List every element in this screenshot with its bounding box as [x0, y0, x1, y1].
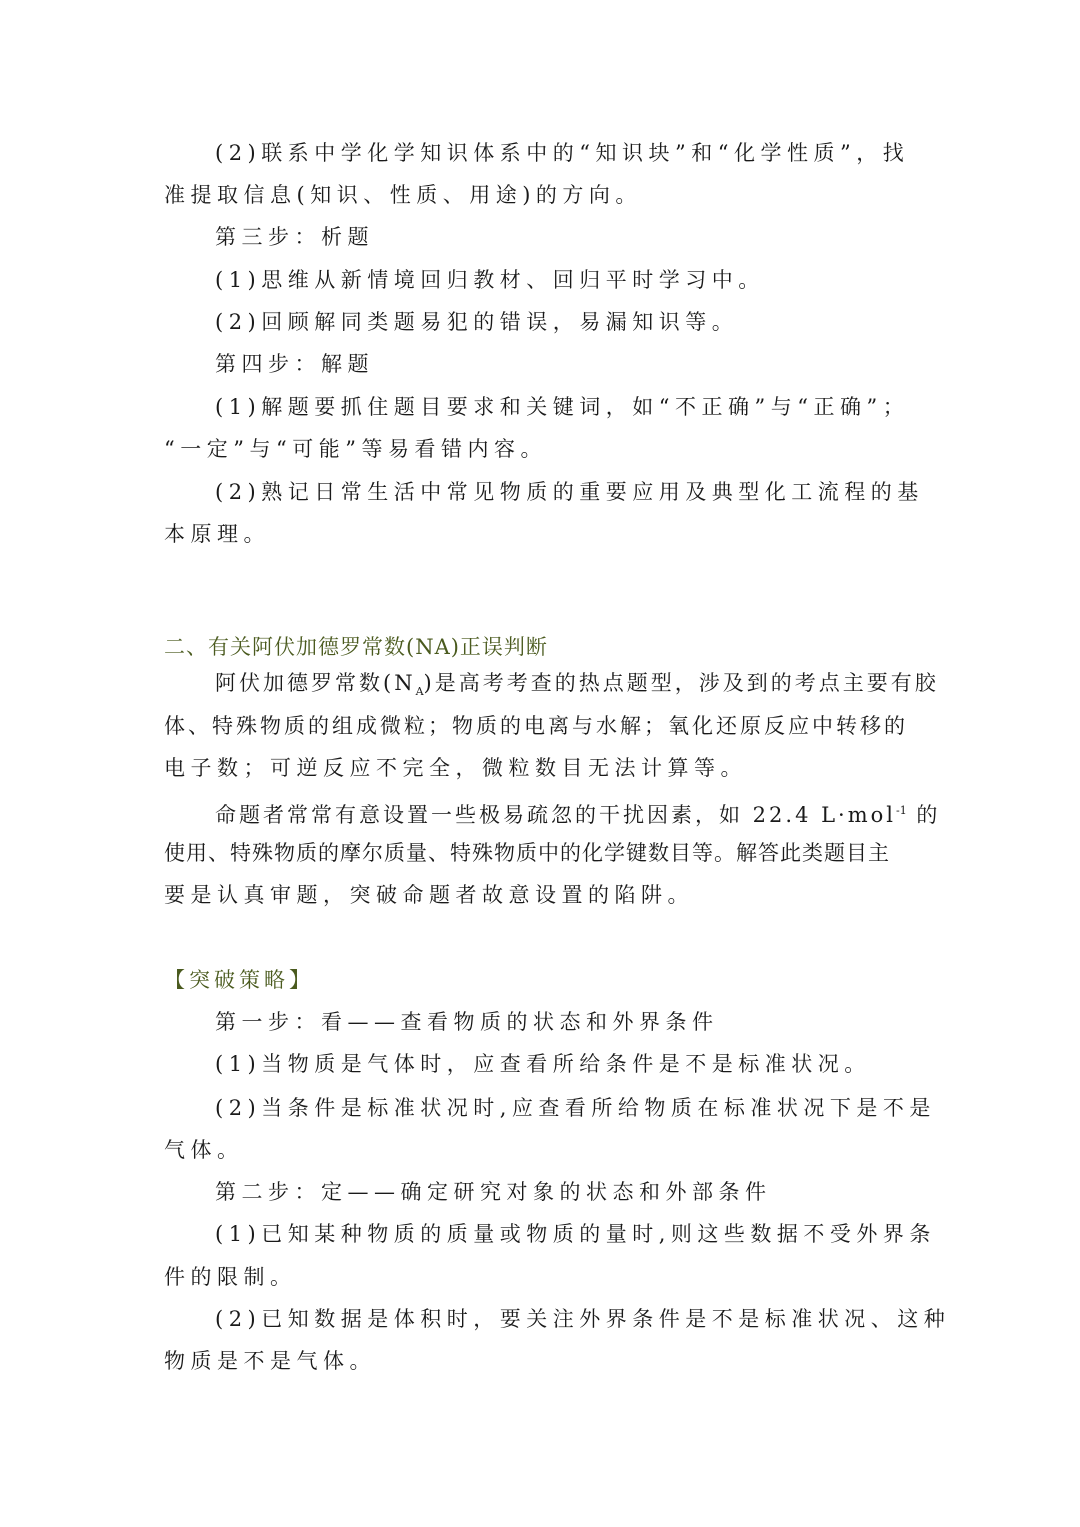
step-heading: 第一步：看——查看物质的状态和外界条件 — [215, 1010, 719, 1034]
text-run: 的 — [906, 803, 941, 827]
paragraph-line: (1)思维从新情境回归教材、回归平时学习中。 — [215, 268, 765, 292]
text-run: )是高考考查的热点题型，涉及到的考点主要有胶 — [423, 671, 939, 695]
text-run: 阿伏加德罗常数(N — [215, 671, 416, 695]
section-heading: 二、有关阿伏加德罗常数(NA)正误判断 — [164, 635, 548, 659]
text-run: 命题者常常有意设置一些极易疏忽的干扰因素，如 22.4 L·mol — [215, 803, 896, 827]
paragraph-line: 要是认真审题，突破命题者故意设置的陷阱。 — [164, 883, 694, 907]
paragraph-line: 气体。 — [164, 1138, 244, 1162]
paragraph-line: (2)已知数据是体积时，要关注外界条件是不是标准状况、这种 — [215, 1307, 951, 1331]
paragraph-line: 使用、特殊物质的摩尔质量、特殊物质中的化学键数目等。解答此类题目主 — [164, 841, 890, 865]
paragraph-line — [215, 668, 939, 707]
paragraph-line: 准提取信息(知识、性质、用途)的方向。 — [164, 183, 642, 207]
paragraph-line: 体、特殊物质的组成微粒；物质的电离与水解；氧化还原反应中转移的 — [164, 714, 908, 738]
paragraph-line: (1)已知某种物质的质量或物质的量时,则这些数据不受外界条 — [215, 1222, 936, 1246]
superscript: -1 — [896, 804, 907, 817]
paragraph-line: “一定”与“可能”等易看错内容。 — [164, 437, 547, 461]
paragraph-line: 物质是不是气体。 — [164, 1349, 376, 1373]
subscript: A — [415, 685, 424, 699]
paragraph-line: (2)联系中学化学知识体系中的“知识块”和“化学性质”，找 — [215, 141, 910, 165]
paragraph-line: (1)解题要抓住题目要求和关键词，如“不正确”与“正确”； — [215, 395, 910, 419]
paragraph-line: (2)当条件是标准状况时,应查看所给物质在标准状况下是不是 — [215, 1096, 936, 1120]
paragraph-line — [215, 796, 940, 830]
paragraph-line: (2)回顾解同类题易犯的错误，易漏知识等。 — [215, 310, 739, 334]
paragraph-line: (2)熟记日常生活中常见物质的重要应用及典型化工流程的基 — [215, 480, 924, 504]
step-heading: 第四步：解题 — [215, 352, 374, 376]
step-heading: 第三步：析题 — [215, 225, 374, 249]
step-heading: 第二步：定——确定研究对象的状态和外部条件 — [215, 1180, 772, 1204]
paragraph-line: (1)当物质是气体时，应查看所给条件是不是标准状况。 — [215, 1052, 871, 1076]
paragraph-line: 电子数；可逆反应不完全，微粒数目无法计算等。 — [164, 756, 747, 780]
paragraph-line: 件的限制。 — [164, 1265, 297, 1289]
strategy-heading: 【突破策略】 — [164, 968, 314, 992]
paragraph-line: 本原理。 — [164, 522, 270, 546]
